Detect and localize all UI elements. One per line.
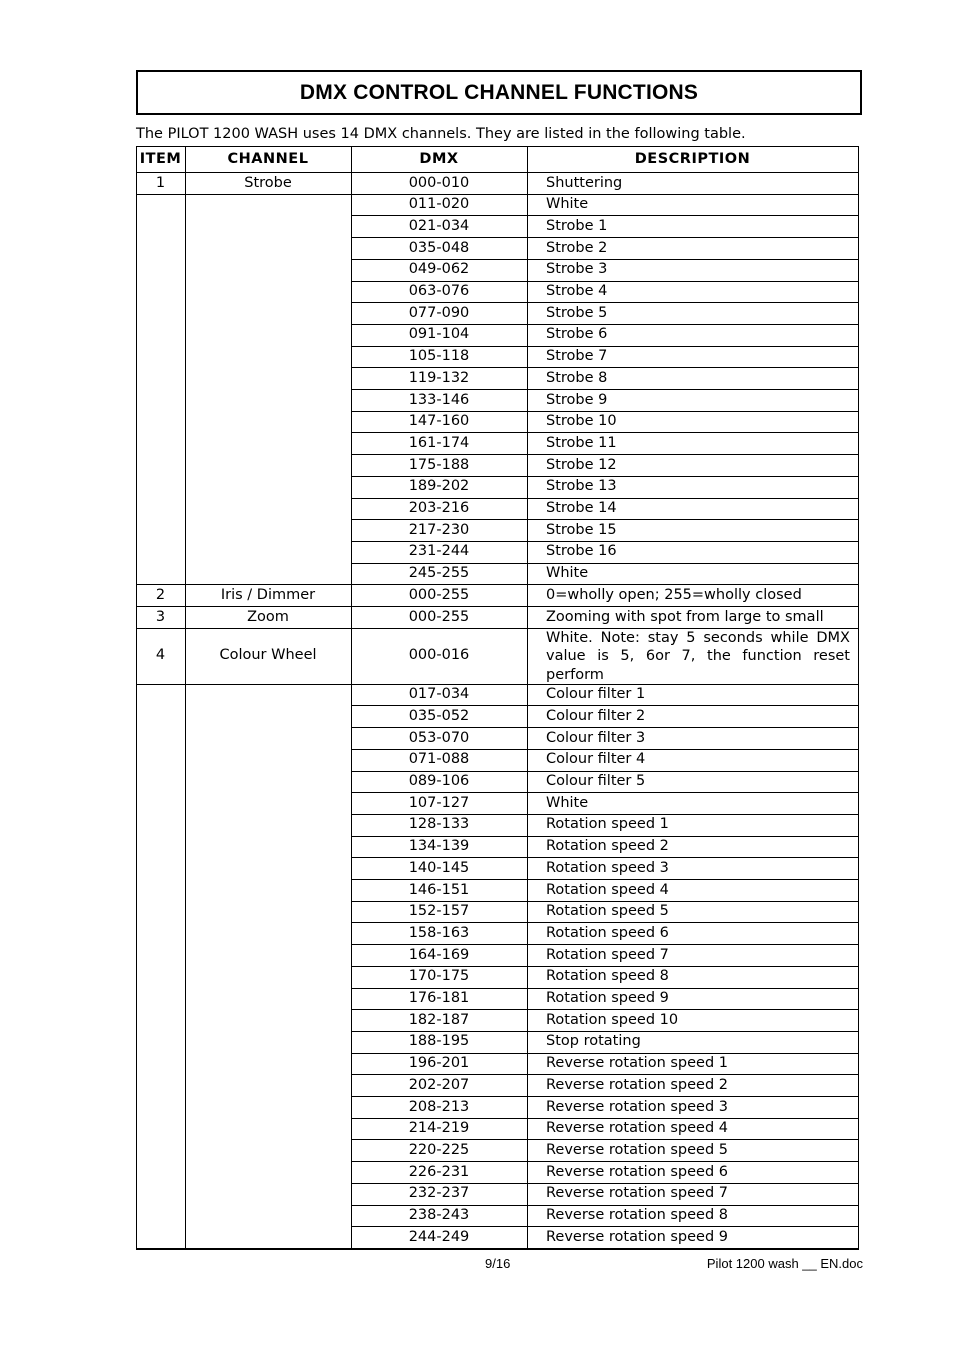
dmx-range-cell: 053-070 (408, 729, 470, 746)
column-line (185, 146, 186, 1250)
description-cell: Rotation speed 10 (546, 1011, 679, 1028)
description-cell: Strobe 4 (546, 283, 608, 300)
column-line (858, 146, 859, 1250)
dmx-range-cell: 232-237 (408, 1185, 470, 1202)
table-bottom-border (136, 1249, 859, 1250)
dmx-range-cell: 017-034 (408, 686, 470, 703)
description-cell: Strobe 15 (546, 521, 617, 538)
dmx-range-cell: 021-034 (408, 217, 470, 234)
dmx-range-cell: 158-163 (408, 924, 470, 941)
description-cell: 0=wholly open; 255=wholly closed (546, 586, 802, 603)
dmx-range-cell: 000-255 (408, 608, 470, 625)
dmx-range-cell: 188-195 (408, 1033, 470, 1050)
column-header-item: ITEM (139, 150, 182, 167)
description-cell: Strobe 9 (546, 391, 608, 408)
description-cell: Rotation speed 9 (546, 990, 669, 1007)
dmx-range-cell: 105-118 (408, 348, 470, 365)
dmx-range-cell: 071-088 (408, 751, 470, 768)
dmx-range-cell: 049-062 (408, 261, 470, 278)
dmx-range-cell: 133-146 (408, 391, 470, 408)
dmx-range-cell: 119-132 (408, 369, 470, 386)
description-cell: Colour filter 4 (546, 751, 646, 768)
dmx-range-cell: 182-187 (408, 1011, 470, 1028)
description-cell: White. Note: stay 5 seconds while DMX value is 5, 6or 7, the function reset perform (546, 629, 850, 683)
dmx-range-cell: 238-243 (408, 1207, 470, 1224)
dmx-range-cell: 175-188 (408, 456, 470, 473)
dmx-range-cell: 164-169 (408, 946, 470, 963)
description-cell: Strobe 12 (546, 456, 617, 473)
dmx-range-cell: 170-175 (408, 968, 470, 985)
intro-text: The PILOT 1200 WASH uses 14 DMX channels. They are listed in the following table. (136, 126, 746, 142)
dmx-channel-table (136, 146, 859, 1250)
description-cell: Colour filter 1 (546, 686, 646, 703)
dmx-range-cell: 220-225 (408, 1141, 470, 1158)
description-cell: Strobe 7 (546, 348, 608, 365)
description-cell: Reverse rotation speed 8 (546, 1207, 729, 1224)
description-cell: Rotation speed 7 (546, 946, 669, 963)
dmx-range-cell: 231-244 (408, 543, 470, 560)
channel-name-cell: Colour Wheel (219, 647, 317, 664)
dmx-range-cell: 189-202 (408, 478, 470, 495)
column-line (136, 146, 137, 1250)
dmx-range-cell: 128-133 (408, 816, 470, 833)
description-cell: Zooming with spot from large to small (546, 608, 824, 625)
page-number: 9/16 (485, 1256, 511, 1271)
dmx-range-cell: 146-151 (408, 881, 470, 898)
dmx-range-cell: 203-216 (408, 500, 470, 517)
description-cell: Strobe 14 (546, 500, 617, 517)
description-cell: White (546, 794, 589, 811)
dmx-range-cell: 035-048 (408, 239, 470, 256)
dmx-range-cell: 244-249 (408, 1228, 470, 1245)
description-cell: Rotation speed 1 (546, 816, 669, 833)
channel-name-cell: Iris / Dimmer (220, 586, 316, 603)
dmx-range-cell: 000-255 (408, 586, 470, 603)
column-line (351, 146, 352, 1250)
description-cell: White (546, 565, 589, 582)
dmx-range-cell: 214-219 (408, 1120, 470, 1137)
description-cell: Reverse rotation speed 6 (546, 1163, 729, 1180)
description-cell: Rotation speed 4 (546, 881, 669, 898)
dmx-range-cell: 226-231 (408, 1163, 470, 1180)
channel-name-cell: Zoom (247, 608, 289, 625)
dmx-range-cell: 196-201 (408, 1055, 470, 1072)
item-number-cell: 1 (155, 174, 166, 191)
description-cell: Strobe 3 (546, 261, 608, 278)
item-number-cell: 3 (155, 608, 166, 625)
column-header-dmx: DMX (419, 150, 459, 167)
row-divider (136, 684, 351, 685)
description-cell: Rotation speed 6 (546, 924, 669, 941)
dmx-range-cell: 107-127 (408, 794, 470, 811)
dmx-range-cell: 140-145 (408, 859, 470, 876)
description-cell: Reverse rotation speed 5 (546, 1141, 729, 1158)
dmx-range-cell: 011-020 (408, 196, 470, 213)
description-cell: Rotation speed 5 (546, 903, 669, 920)
dmx-range-cell: 063-076 (408, 283, 470, 300)
description-cell: Strobe 6 (546, 326, 608, 343)
dmx-range-cell: 245-255 (408, 565, 470, 582)
dmx-range-cell: 202-207 (408, 1076, 470, 1093)
description-cell: Strobe 1 (546, 217, 608, 234)
dmx-range-cell: 208-213 (408, 1098, 470, 1115)
description-cell: Strobe 13 (546, 478, 617, 495)
dmx-range-cell: 134-139 (408, 838, 470, 855)
description-cell: Strobe 11 (546, 434, 617, 451)
column-header-channel: CHANNEL (227, 150, 309, 167)
page-title-box (136, 70, 862, 115)
description-cell: Reverse rotation speed 2 (546, 1076, 729, 1093)
page-title: DMX CONTROL CHANNEL FUNCTIONS (299, 80, 699, 104)
dmx-range-cell: 152-157 (408, 903, 470, 920)
description-cell: Strobe 10 (546, 413, 617, 430)
description-cell: Strobe 5 (546, 304, 608, 321)
description-cell: Colour filter 3 (546, 729, 646, 746)
dmx-range-cell: 217-230 (408, 521, 470, 538)
description-cell: White (546, 196, 589, 213)
item-number-cell: 4 (155, 647, 166, 664)
description-cell: Colour filter 2 (546, 707, 646, 724)
description-cell: Reverse rotation speed 7 (546, 1185, 729, 1202)
column-line (527, 146, 528, 1250)
description-cell: Strobe 2 (546, 239, 608, 256)
description-cell: Colour filter 5 (546, 773, 646, 790)
dmx-range-cell: 077-090 (408, 304, 470, 321)
description-cell: Reverse rotation speed 9 (546, 1228, 729, 1245)
description-cell: Strobe 16 (546, 543, 617, 560)
item-number-cell: 2 (155, 586, 166, 603)
description-cell: Rotation speed 8 (546, 968, 669, 985)
document-filename: Pilot 1200 wash __ EN.doc (706, 1256, 863, 1271)
dmx-range-cell: 147-160 (408, 413, 470, 430)
channel-name-cell: Strobe (244, 174, 292, 191)
description-cell: Reverse rotation speed 3 (546, 1098, 729, 1115)
description-cell: Strobe 8 (546, 369, 608, 386)
table-top-border (136, 146, 859, 147)
dmx-range-cell: 091-104 (408, 326, 470, 343)
dmx-range-cell: 000-010 (408, 174, 470, 191)
description-cell: Rotation speed 3 (546, 859, 669, 876)
dmx-range-cell: 035-052 (408, 707, 470, 724)
dmx-range-cell: 089-106 (408, 773, 470, 790)
column-header-description: DESCRIPTION (634, 150, 751, 167)
description-cell: Shuttering (546, 174, 623, 191)
dmx-range-cell: 176-181 (408, 990, 470, 1007)
description-cell: Rotation speed 2 (546, 838, 669, 855)
dmx-range-cell: 161-174 (408, 434, 470, 451)
description-cell: Reverse rotation speed 1 (546, 1055, 729, 1072)
row-divider (136, 194, 351, 195)
dmx-range-cell: 000-016 (408, 647, 470, 664)
description-cell: Reverse rotation speed 4 (546, 1120, 729, 1137)
description-cell: Stop rotating (546, 1033, 641, 1050)
